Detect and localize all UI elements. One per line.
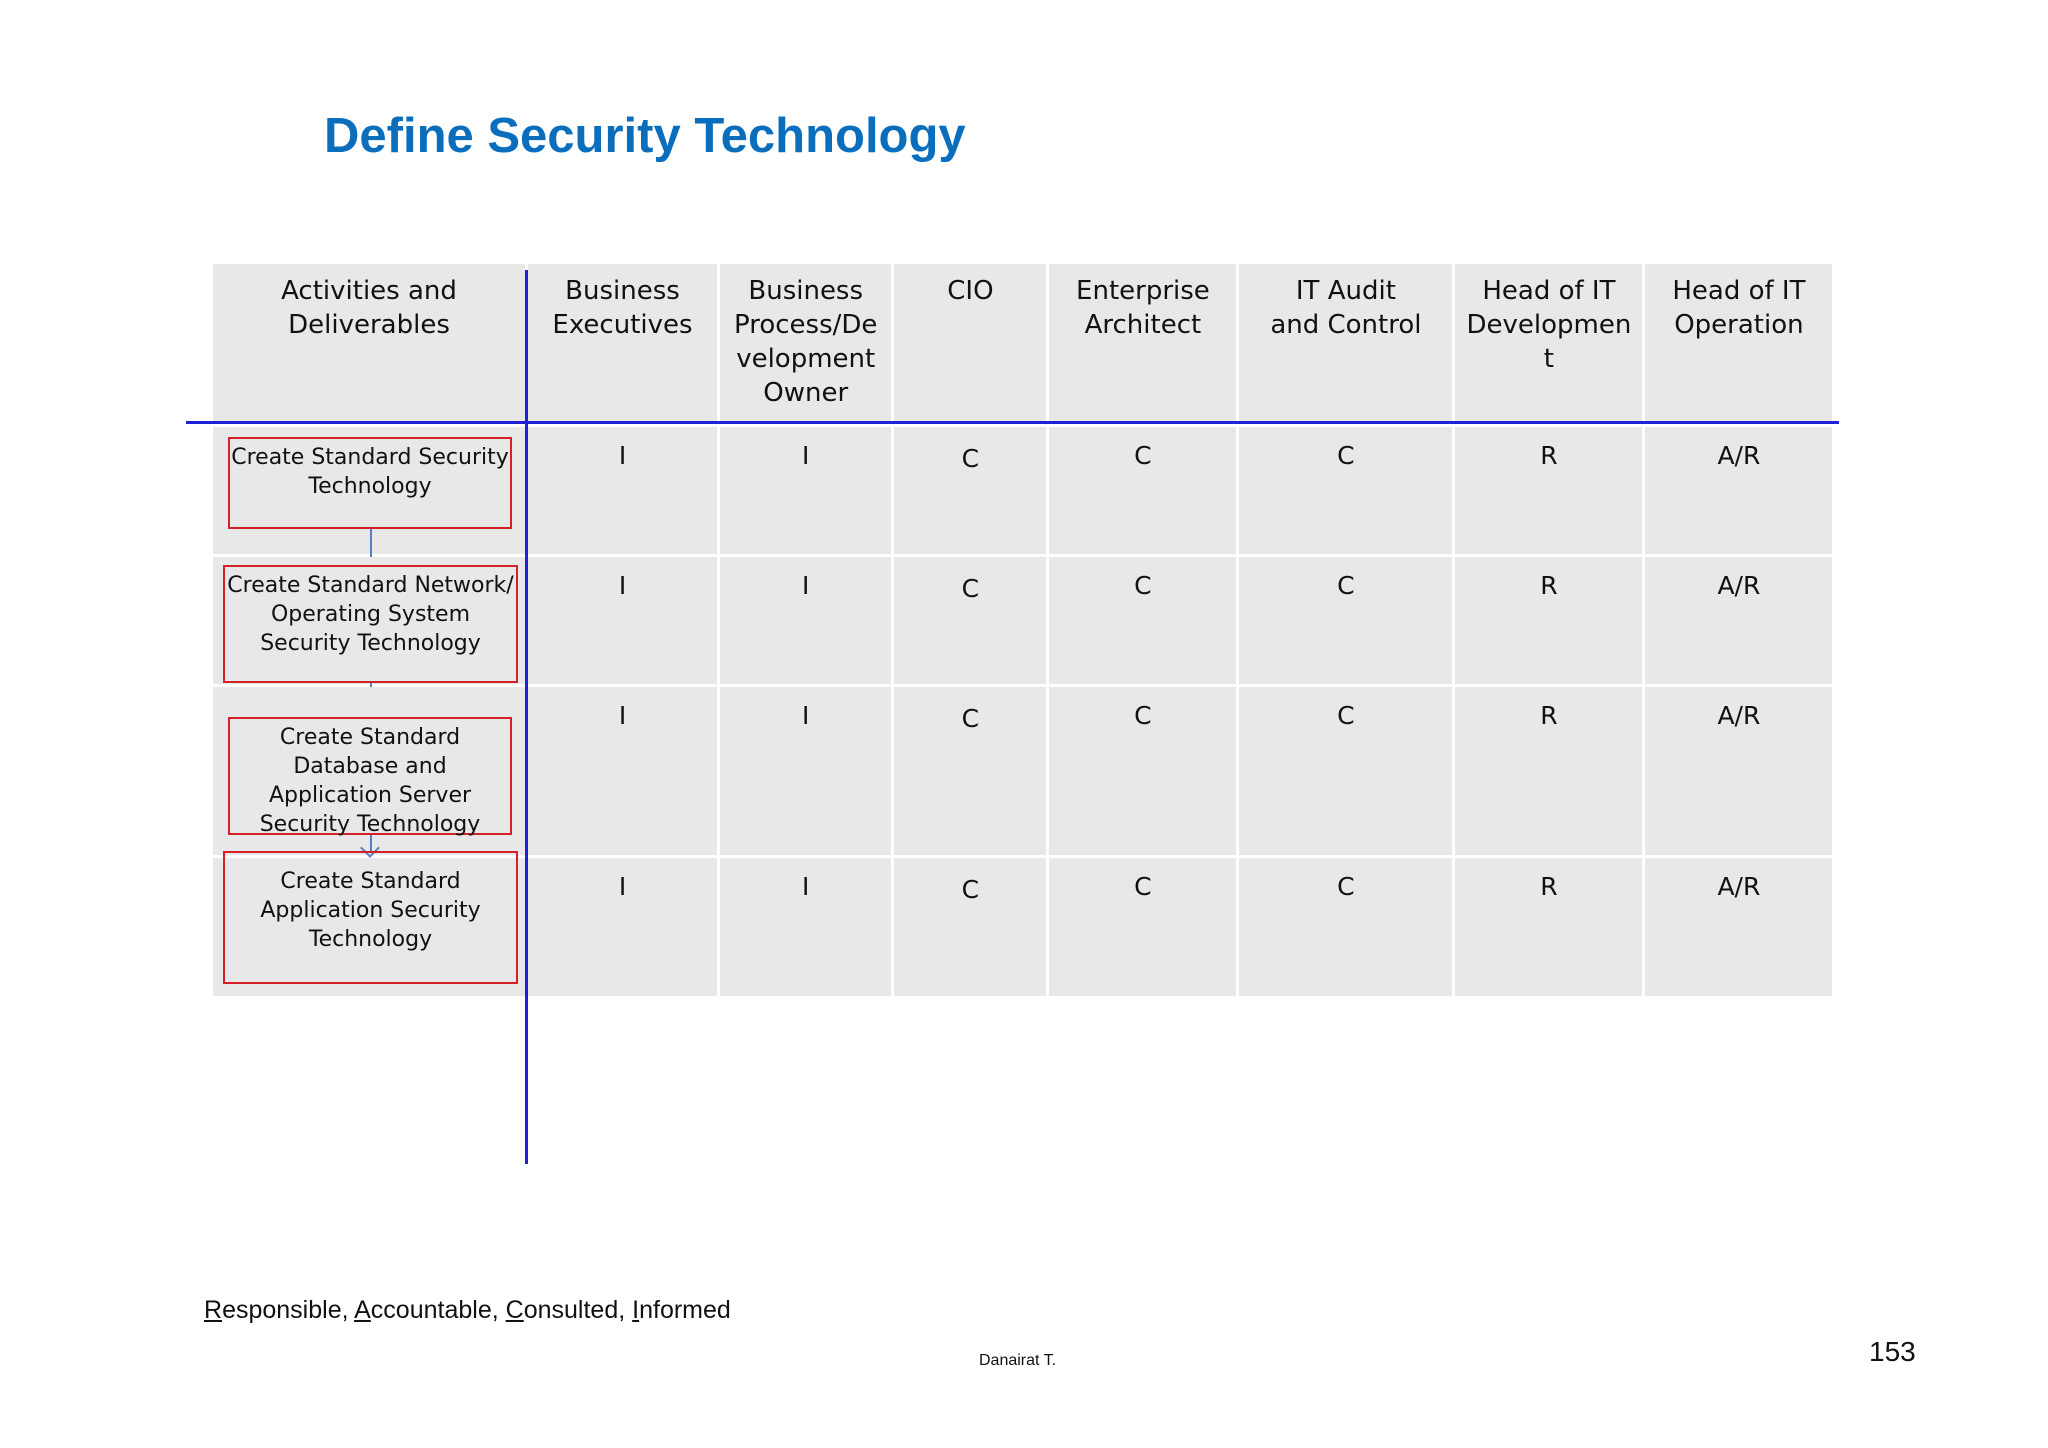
raci-table bbox=[210, 261, 1835, 999]
legend-sep: , bbox=[341, 1296, 355, 1324]
legend-a-rest: ccountable bbox=[370, 1296, 492, 1324]
activity-cell bbox=[213, 557, 525, 684]
activity-box bbox=[223, 851, 518, 984]
activity-label: Create Standard Network/ Operating System Security Technology bbox=[227, 573, 514, 656]
raci-cell: A/R bbox=[1645, 427, 1832, 554]
header-head-it-operation: Head of IT Operation bbox=[1645, 264, 1832, 424]
raci-cell: I bbox=[720, 427, 891, 554]
raci-legend bbox=[204, 1296, 731, 1325]
horizontal-divider bbox=[186, 421, 1839, 424]
raci-cell: I bbox=[528, 557, 717, 684]
raci-cell: R bbox=[1455, 427, 1642, 554]
header-business-executives: Business Executives bbox=[528, 264, 717, 424]
raci-cell: C bbox=[894, 687, 1046, 855]
legend-a-initial: A bbox=[354, 1296, 371, 1324]
raci-cell: I bbox=[528, 858, 717, 996]
raci-cell: C bbox=[894, 557, 1046, 684]
table-row bbox=[213, 557, 1832, 684]
legend-sep: , bbox=[491, 1296, 506, 1324]
activity-cell bbox=[213, 858, 525, 996]
raci-cell: A/R bbox=[1645, 858, 1832, 996]
page-number: 153 bbox=[1869, 1336, 1916, 1367]
page-title: Define Security Technology bbox=[324, 109, 966, 163]
raci-cell: R bbox=[1455, 687, 1642, 855]
raci-cell: A/R bbox=[1645, 557, 1832, 684]
table-header-row bbox=[213, 264, 1832, 424]
raci-cell: I bbox=[720, 557, 891, 684]
activity-box bbox=[228, 437, 512, 529]
raci-cell: C bbox=[1239, 557, 1452, 684]
table-row bbox=[213, 687, 1832, 855]
legend-r-initial: R bbox=[204, 1296, 223, 1324]
header-activities: Activities and Deliverables bbox=[213, 264, 525, 424]
raci-cell: C bbox=[1049, 687, 1236, 855]
header-business-process-owner: Business Process/De velopment Owner bbox=[720, 264, 891, 424]
raci-cell: C bbox=[1239, 427, 1452, 554]
legend-c-initial: C bbox=[505, 1296, 524, 1324]
legend-sep: , bbox=[618, 1296, 633, 1324]
raci-cell: C bbox=[1239, 687, 1452, 855]
raci-cell: I bbox=[528, 427, 717, 554]
raci-cell: C bbox=[1239, 858, 1452, 996]
raci-cell: R bbox=[1455, 858, 1642, 996]
vertical-divider bbox=[525, 270, 528, 1164]
table-row bbox=[213, 858, 1832, 996]
raci-cell: C bbox=[894, 427, 1046, 554]
activity-box bbox=[223, 565, 518, 683]
raci-cell: C bbox=[1049, 427, 1236, 554]
header-cio: CIO bbox=[894, 264, 1046, 424]
raci-cell: C bbox=[1049, 557, 1236, 684]
raci-cell: R bbox=[1455, 557, 1642, 684]
activity-cell bbox=[213, 427, 525, 554]
legend-r-rest: esponsible bbox=[222, 1296, 342, 1324]
activity-label: Create Standard Security Technology bbox=[231, 445, 509, 499]
raci-cell: I bbox=[528, 687, 717, 855]
legend-c-rest: onsulted bbox=[523, 1296, 619, 1324]
activity-box bbox=[228, 717, 512, 835]
header-head-it-development: Head of IT Developmen t bbox=[1455, 264, 1642, 424]
raci-cell: C bbox=[894, 858, 1046, 996]
activity-label: Create Standard Application Security Technology bbox=[260, 869, 481, 952]
header-enterprise-architect: Enterprise Architect bbox=[1049, 264, 1236, 424]
raci-cell: I bbox=[720, 858, 891, 996]
legend-i-rest: nformed bbox=[639, 1296, 731, 1324]
raci-cell: C bbox=[1049, 858, 1236, 996]
activity-label: Create Standard Database and Application Server Security Technology bbox=[259, 725, 481, 837]
author-footer: Danairat T. bbox=[979, 1352, 1057, 1369]
activity-cell bbox=[213, 687, 525, 855]
raci-cell: A/R bbox=[1645, 687, 1832, 855]
table-row bbox=[213, 427, 1832, 554]
header-it-audit-control: IT Audit and Control bbox=[1239, 264, 1452, 424]
raci-cell: I bbox=[720, 687, 891, 855]
legend-i-initial: I bbox=[632, 1296, 640, 1324]
